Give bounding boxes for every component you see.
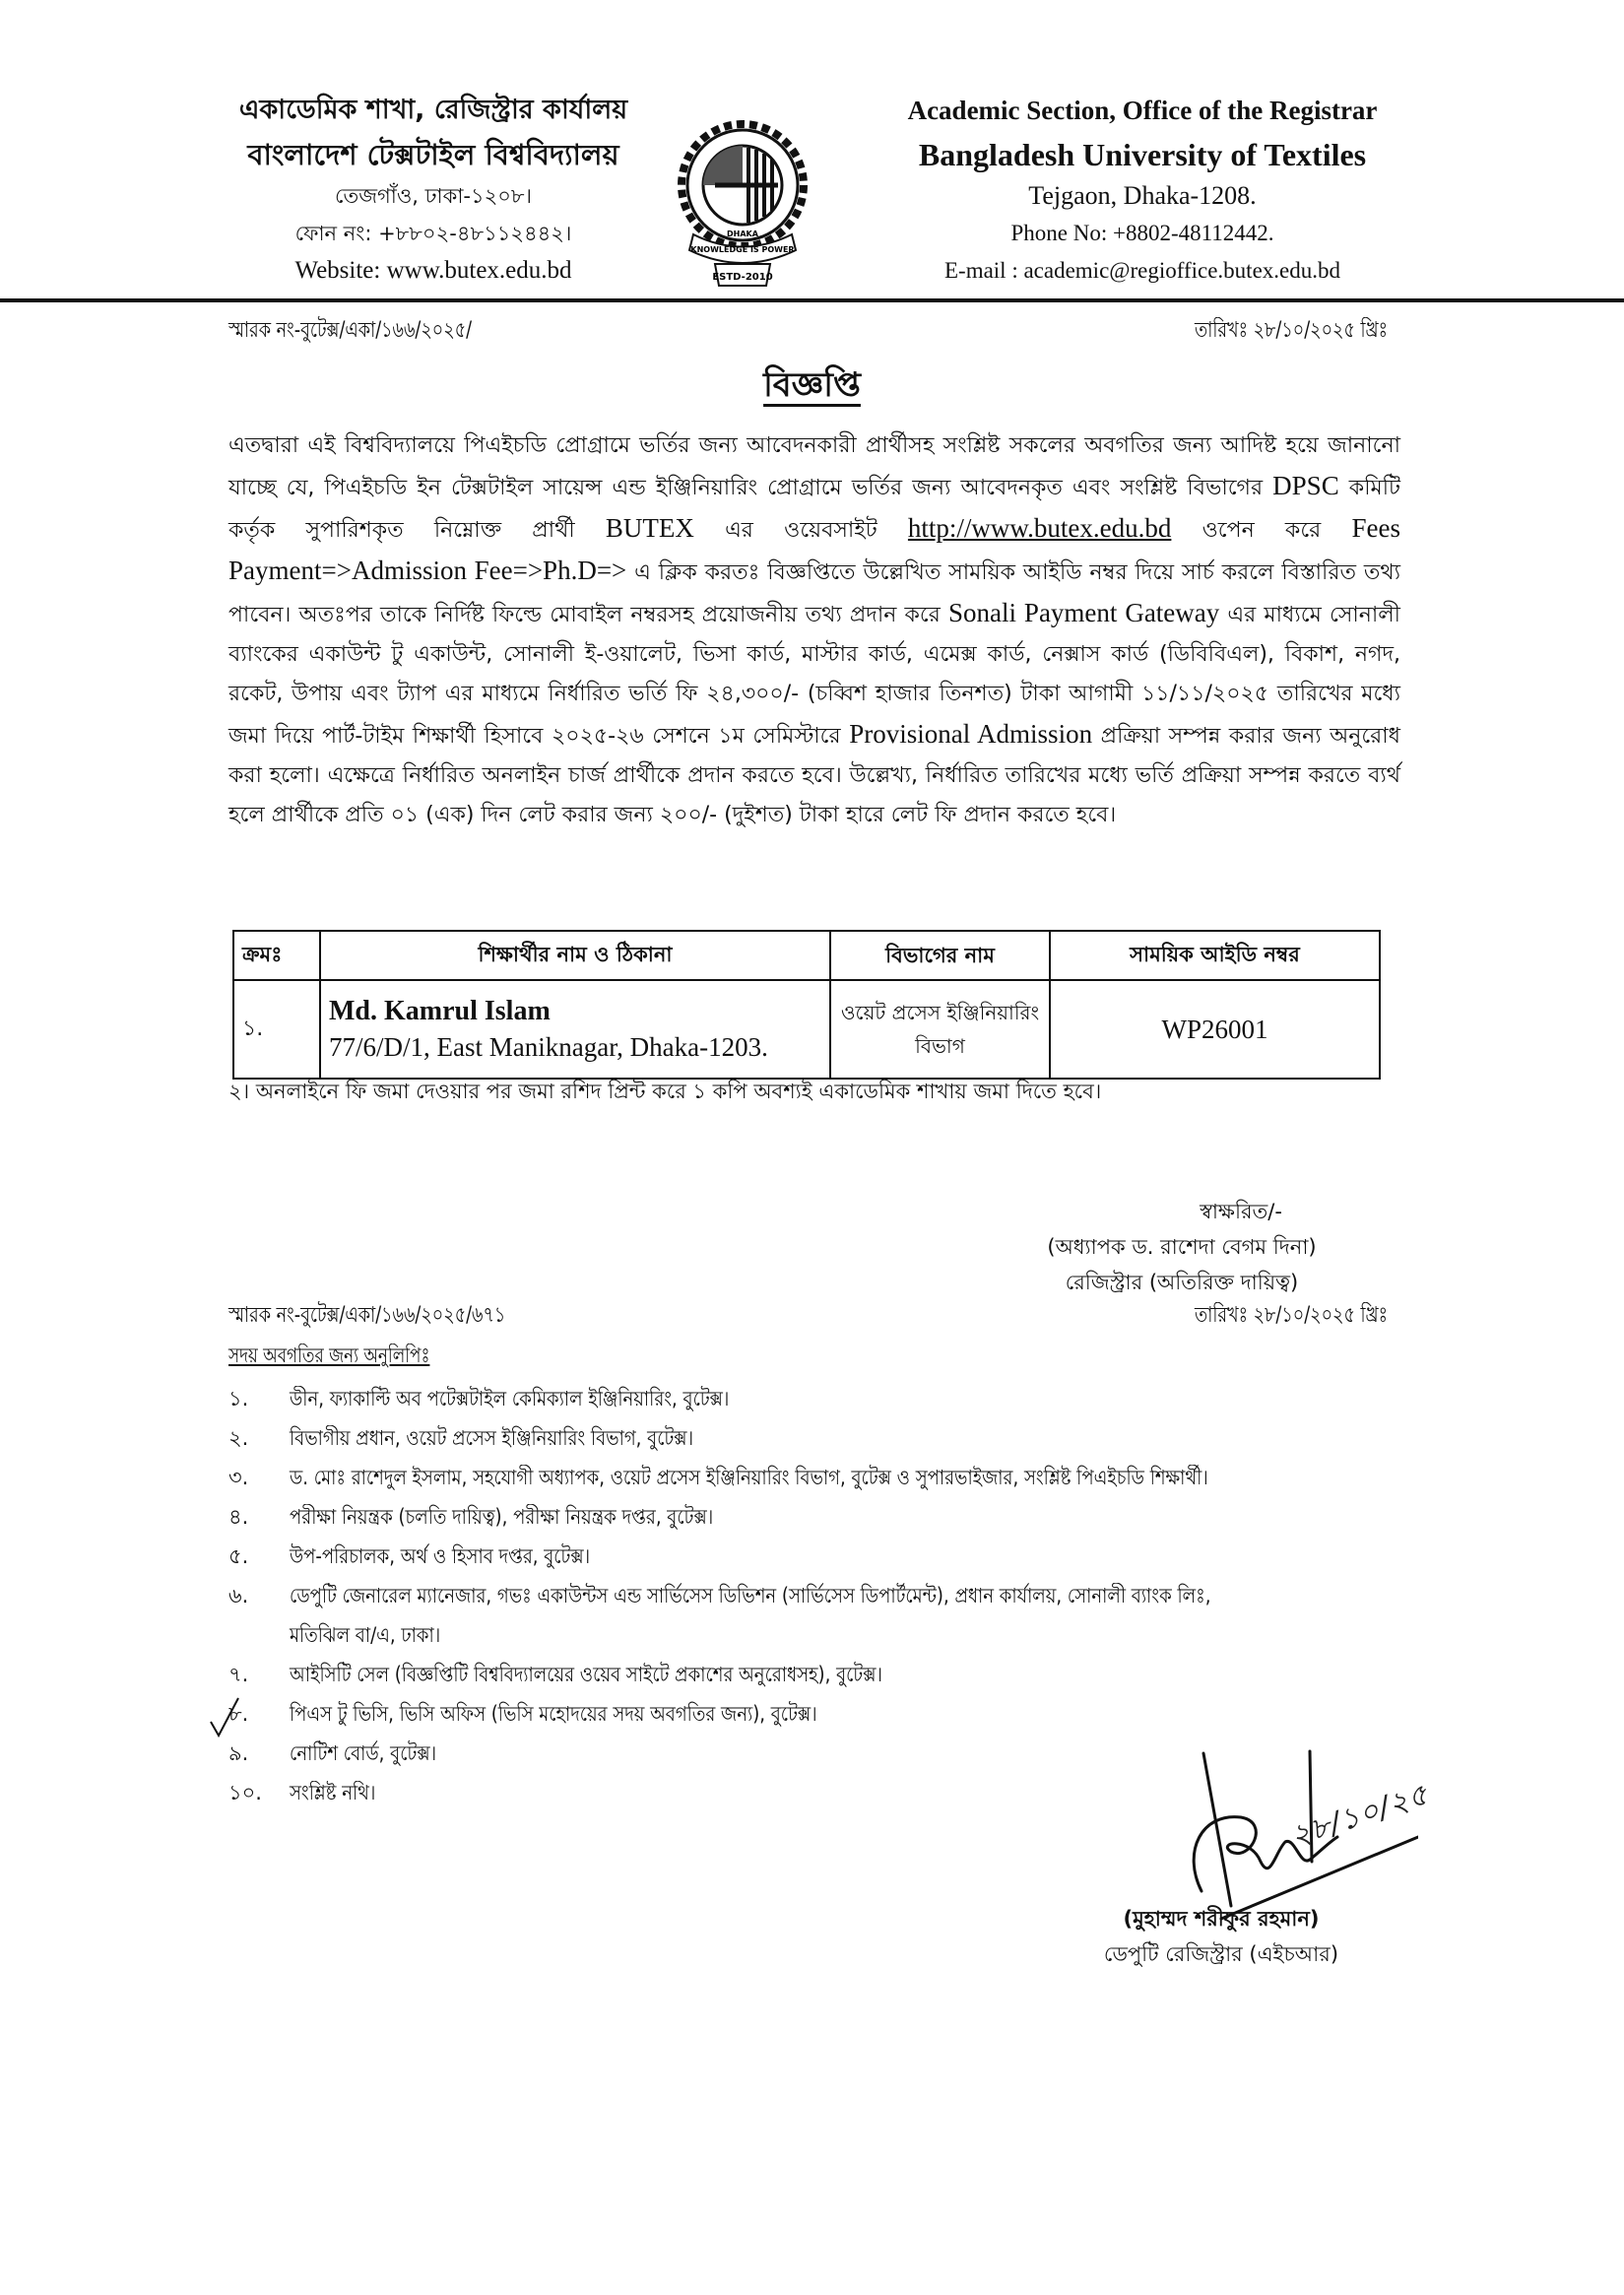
address-en: Tejgaon, Dhaka-1208. [1028,181,1257,210]
university-logo [676,116,810,294]
header-left-bangla [177,89,689,290]
list-item-text: উপ-পরিচালক, অর্থ ও হিসাব দপ্তর, বুটেক্স। [290,1544,591,1568]
list-item-number: ১০. [228,1781,262,1804]
notice-title [0,360,1624,416]
header-right-english [886,89,1398,290]
list-item [228,1458,1410,1497]
list-item-text: নোটিশ বোর্ড, বুটেক্স। [290,1741,437,1765]
list-item [228,1576,1410,1655]
body-text-5: এ ক্লিক করতঃ বিজ্ঞপ্তিতে উল্লেখিত সাময়িক আইডি নম্বর দিয়ে সার্চ করলে বিস্তারিত তথ্য পাবেন। অতঃপর তাকে নির্দিষ্ট ফিল্ডে মোবাইল নম্বরসহ প্রয়োজনীয় তথ্য প্রদান করে [228,560,1400,627]
notice-body [228,426,1400,835]
gateway-text: Sonali Payment Gateway [948,598,1220,627]
payment-path-text: Fees Payment=>Admission Fee=>Ph.D=> [228,513,1400,585]
list-item-number: ৪. [228,1505,249,1529]
university-name-bn: বাংলাদেশ টেক্সটাইল বিশ্ববিদ্যালয় [247,138,619,171]
phone-bn: ফোন নং: +৮৮০২-৪৮১১২৪৪২। [294,222,572,245]
list-item-number: ১. [228,1387,249,1410]
dpsc-text: DPSC [1272,471,1339,500]
signed-text: স্বাক্ষরিত/- [1200,1200,1282,1223]
cell-name-address [320,980,830,1079]
address-bn: তেজগাঁও, ঢাকা-১২০৮। [334,184,533,208]
body-text-7: প্রক্রিয়া সম্পন্ন করার জন্য অনুরোধ করা হলো। এক্ষেত্রে নির্ধারিত অনলাইন চার্জ প্রার্থীকে প্রদান করতে হবে। উল্লেখ্য, নির্ধারিত তারিখের মধ্যে ভর্তি প্রক্রিয়া সম্পন্ন করতে ব্যর্থ হলে প্রার্থীকে প্রতি ০১ (এক) দিন লেট করার জন্য ২০০/- (দুইশত) টাকা হারে লেট ফি প্রদান করতে হবে। [228,724,1400,827]
list-item-number: ৯. [228,1741,249,1765]
cell-temp-id: WP26001 [1050,980,1380,1079]
signatory-registrar [985,1194,1379,1300]
list-item-text: আইসিটি সেল (বিজ্ঞপ্তিটি বিশ্ববিদ্যালয়ের ওয়েব সাইটে প্রকাশের অনুরোধসহ), বুটেক্স। [290,1663,882,1686]
website-link[interactable]: http://www.butex.edu.bd [907,513,1172,543]
list-item [228,1418,1410,1458]
list-item [228,1655,1410,1694]
copies-heading: সদয় অবগতির জন্য অনুলিপিঃ [228,1344,430,1367]
list-item-text: পিএস টু ভিসি, ভিসি অফিস (ভিসি মহোদয়ের সদয় অবগতির জন্য), বুটেক্স। [290,1702,817,1726]
note-2: ২। অনলাইনে ফি জমা দেওয়ার পর জমা রশিদ প্রিন্ট করে ১ কপি অবশ্যই একাডেমিক শাখায় জমা দিতে হবে। [228,1080,1102,1103]
list-item [228,1379,1410,1418]
memo-ref-top: স্মারক নং-বুটেক্স/একা/১৬৬/২০২৫/ [228,318,473,343]
list-item-number: ৮. [228,1702,249,1726]
list-item-text: ডীন, ফ্যাকাল্টি অব পটেক্সটাইল কেমিক্যাল ইঞ্জিনিয়ারিং, বুটেক্স। [290,1387,730,1410]
list-item [228,1694,1410,1734]
butex-text: BUTEX [605,513,694,543]
logo-estd-text: ESTD-2010 [712,272,773,283]
candidate-name: Md. Kamrul Islam [329,996,551,1026]
list-item [228,1497,1410,1537]
col-serial-header: ক্রমঃ [233,931,320,980]
candidate-address: 77/6/D/1, East Maniknagar, Dhaka-1203. [329,1032,768,1062]
list-item-number: ৭. [228,1663,249,1686]
memo-date-top: তারিখঃ ২৮/১০/২০২৫ খ্রিঃ [1194,318,1388,343]
checkmark-icon [209,1696,242,1738]
website-text: Website: www.butex.edu.bd [294,257,572,284]
col-department-header: বিভাগের নাম [830,931,1050,980]
logo-motto-text: KNOWLEDGE IS POWER [690,245,795,254]
office-name-en: Academic Section, Office of the Registrar [907,96,1378,125]
list-item-text: সংশ্লিষ্ট নথি। [290,1781,376,1804]
list-item-text: পরীক্ষা নিয়ন্ত্রক (চলতি দায়িত্ব), পরীক্ষা নিয়ন্ত্রক দপ্তর, বুটেক্স। [290,1505,714,1529]
email-text: E-mail : academic@regioffice.butex.edu.bd [943,258,1340,283]
deputy-registrar-designation: ডেপুটি রেজিস্ট্রার (এইচআর) [1103,1942,1339,1966]
cell-serial: ১. [233,980,320,1079]
gear-emblem-icon [676,116,810,294]
col-temp-id-header: সাময়িক আইডি নম্বর [1050,931,1380,980]
list-item-number: ৩. [228,1466,249,1489]
list-item-number: ৫. [228,1544,249,1568]
list-item-number: ৬. [228,1584,249,1607]
phone-en: Phone No: +8802-48112442. [1010,221,1274,245]
body-text-4: ওপেন করে [1171,518,1352,543]
deputy-registrar-name: (মুহাম্মদ শরীফুর রহমান) [1123,1907,1320,1931]
col-name-header: শিক্ষার্থীর নাম ও ঠিকানা [320,931,830,980]
memo-ref-bottom: স্মারক নং-বুটেক্স/একা/১৬৬/২০২৫/৬৭১ [228,1303,506,1328]
signatory-deputy-registrar [1054,1901,1389,1972]
memo-date-bottom: তারিখঃ ২৮/১০/২০২৫ খ্রিঃ [1194,1303,1388,1328]
notice-title-text: বিজ্ঞপ্তি [763,365,861,405]
table-header-row [233,931,1380,980]
handwritten-signature-date: ২৮/১০/২৫ [1286,1777,1434,1855]
logo-city-text: DHAKA [727,230,758,238]
body-text-1: এতদ্বারা এই বিশ্ববিদ্যালয়ে পিএইচডি প্রোগ্রামে ভর্তির জন্য আবেদনকারী প্রার্থীসহ সংশ্লিষ্ট সকলের অবগতির জন্য আদিষ্ট হয়ে জানানো যাচ্ছে যে, পিএইচডি ইন টেক্সটাইল সায়েন্স এন্ড ইঞ্জিনিয়ারিং প্রোগ্রামে ভর্তির জন্য আবেদনকৃত এবং সংশ্লিষ্ট বিভাগের [228,433,1400,500]
registrar-name: (অধ্যাপক ড. রাশেদা বেগম দিনা) [1047,1235,1317,1259]
list-item-text: ডেপুটি জেনারেল ম্যানেজার, গভঃ একাউন্টস এন্ড সার্ভিসেস ডিভিশন (সার্ভিসেস ডিপার্টমেন্ট), প্রধান কার্যালয়, সোনালী ব্যাংক লিঃ, মতিঝিল বা/এ, ঢাকা। [290,1584,1211,1647]
header-divider [0,298,1624,302]
provisional-admission-text: Provisional Admission [849,719,1093,749]
list-item-number: ২. [228,1426,249,1450]
list-item [228,1537,1410,1576]
table-row [233,980,1380,1079]
cell-department: ওয়েট প্রসেস ইঞ্জিনিয়ারিং বিভাগ [830,980,1050,1079]
registrar-designation: রেজিস্ট্রার (অতিরিক্ত দায়িত্ব) [1065,1271,1299,1294]
university-name-en: Bangladesh University of Textiles [918,137,1367,172]
list-item-text: ড. মোঃ রাশেদুল ইসলাম, সহযোগী অধ্যাপক, ওয়েট প্রসেস ইঞ্জিনিয়ারিং বিভাগ, বুটেক্স ও সুপারভাইজার, সংশ্লিষ্ট পিএইচডি শিক্ষার্থী। [290,1466,1208,1489]
office-name-bn: একাডেমিক শাখা, রেজিস্ট্রার কার্যালয় [238,95,628,125]
body-text-3: এর ওয়েবসাইট [693,518,908,543]
body-text-6: এর মাধ্যমে সোনালী ব্যাংকের একাউন্ট টু একাউন্ট, সোনালী ই-ওয়ালেট, ভিসা কার্ড, মাস্টার কার্ড, এমেক্স কার্ড, নেক্সাস কার্ড (ডিবিবিএল), বিকাশ, নগদ, রকেট, উপায় এবং ট্যাপ এর মাধ্যমে নির্ধারিত ভর্তি ফি ২৪,৩০০/- (চব্বিশ হাজার তিনশত) টাকা আগামী ১১/১১/২০২৫ তারিখের মধ্যে জমা দিয়ে পার্ট-টাইম শিক্ষার্থী হিসাবে ২০২৫-২৬ সেশনে ১ম সেমিস্টারে [228,603,1400,749]
body-text-2: কমিটি কর্তৃক সুপারিশকৃত নিম্নোক্ত প্রার্থী [228,476,1400,543]
candidate-table [232,930,1381,1080]
list-item-text: বিভাগীয় প্রধান, ওয়েট প্রসেস ইঞ্জিনিয়ারিং বিভাগ, বুটেক্স। [290,1426,694,1450]
